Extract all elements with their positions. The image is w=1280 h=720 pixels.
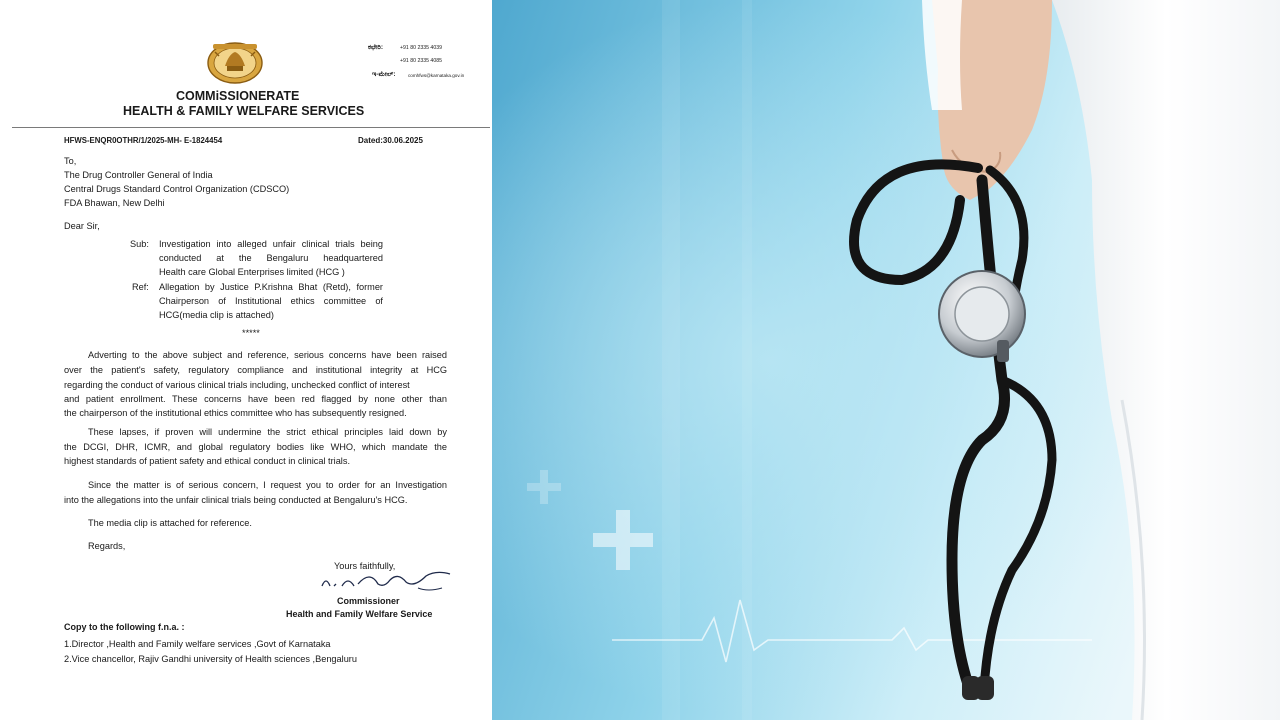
yours-faithfully: Yours faithfully, [334, 561, 396, 571]
copy-heading: Copy to the following f.n.a. : [64, 622, 185, 632]
subject-label: Sub: [130, 239, 149, 249]
salutation: Dear Sir, [64, 221, 100, 231]
letter-date: Dated:30.06.2025 [358, 136, 423, 145]
phone-number-2: +91 80 2335 4085 [400, 58, 442, 64]
recipient-line-1: The Drug Controller General of India [64, 170, 213, 180]
body-line: the DCGI, DHR, ICMR, and global regulatory bodies like WHO, which mandate the [64, 442, 447, 452]
body-line: Since the matter is of serious concern, I request you to order for an Investigation [88, 480, 447, 490]
body-line: the chairperson of the institutional ethics committee who has subsequently resigned. [64, 408, 407, 418]
ref-label: Ref: [132, 282, 149, 292]
body-line: over the patient's safety, regulatory compliance and institutional integrity at HCG [64, 365, 447, 375]
org-name-line1: COMMiSSIONERATE [176, 89, 300, 103]
email-label: ಇ-ಮೇಲ್: [372, 71, 396, 78]
letterhead-divider [12, 127, 490, 128]
body-line: The media clip is attached for reference. [88, 518, 252, 528]
ref-line: Allegation by Justice P.Krishna Bhat (Retd), former [159, 282, 383, 292]
body-line: highest standards of patient safety and ethical conduct in clinical trials. [64, 456, 350, 466]
handwritten-signature [318, 566, 458, 596]
body-line: Adverting to the above subject and reference, serious concerns have been raised [88, 350, 447, 360]
government-emblem-icon [205, 40, 265, 86]
ref-line: HCG(media clip is attached) [159, 310, 274, 320]
body-line: These lapses, if proven will undermine the strict ethical principles laid down by [88, 427, 447, 437]
email-address: comhfws@karnataka.gov.in [408, 73, 465, 78]
subject-line: Health care Global Enterprises limited (HCG ) [159, 267, 345, 277]
phone-number-1: +91 80 2335 4039 [400, 45, 442, 51]
body-line: and patient enrollment. These concerns have been red flagged by none other than [64, 394, 447, 404]
body-line: regarding the conduct of various clinical trials including, unchecked conflict of interest [64, 380, 410, 390]
stethoscope-icon [492, 0, 1280, 720]
copy-item: 1.Director ,Health and Family welfare services ,Govt of Karnataka [64, 639, 331, 649]
to-label: To, [64, 156, 77, 166]
reference-number: HFWS-ENQR0OTHR/1/2025-MH- E-1824454 [64, 136, 223, 145]
phone-label: ಕಛೇರಿ: [368, 44, 384, 51]
recipient-line-3: FDA Bhawan, New Delhi [64, 198, 165, 208]
subject-line: Investigation into alleged unfair clinical trials being [159, 239, 383, 249]
ref-line: Chairperson of Institutional ethics committee of [159, 296, 383, 306]
body-line: into the allegations into the unfair clinical trials being conducted at Bengaluru's HCG. [64, 495, 408, 505]
org-name-line2: HEALTH & FAMILY WELFARE SERVICES [123, 104, 365, 118]
official-letter [0, 0, 492, 720]
subject-line: conducted at the Bengaluru headquartered [159, 253, 383, 263]
signatory-department: Health and Family Welfare Service [286, 609, 433, 619]
copy-item: 2.Vice chancellor, Rajiv Gandhi university of Health sciences ,Bengaluru [64, 654, 357, 664]
recipient-line-2: Central Drugs Standard Control Organization (CDSCO) [64, 184, 290, 194]
regards: Regards, [88, 541, 126, 551]
signatory-title: Commissioner [337, 596, 400, 606]
separator: ***** [242, 328, 260, 338]
stethoscope-photo [492, 0, 1280, 720]
